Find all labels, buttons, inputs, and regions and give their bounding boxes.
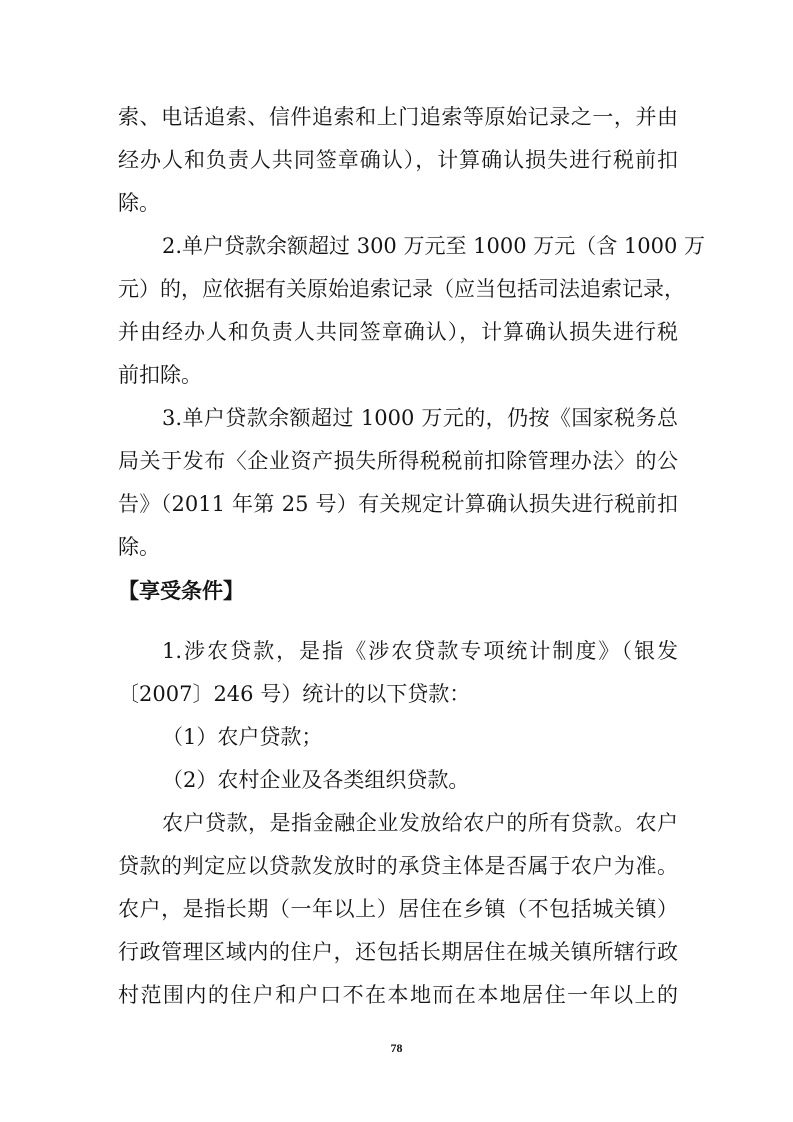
paragraph-2-line-2: 元）的，应依据有关原始追索记录（应当包括司法追索记录， (118, 277, 685, 301)
condition-item-1: （1）农户贷款； (162, 725, 323, 749)
condition-1-line-1: 1.涉农贷款，是指《涉农贷款专项统计制度》（银发 (162, 639, 678, 663)
definition-line-1: 农户贷款，是指金融企业发放给农户的所有贷款。农户 (162, 811, 678, 835)
paragraph-3-line-1: 3.单户贷款余额超过 1000 万元的，仍按《国家税务总 (162, 406, 678, 430)
paragraph-3-line-2: 局关于发布〈企业资产损失所得税税前扣除管理办法〉的公 (118, 449, 678, 473)
definition-line-3: 农户，是指长期（一年以上）居住在乡镇（不包括城关镇） (118, 897, 678, 921)
paragraph-3-line-4: 除。 (118, 535, 160, 559)
page-number: 78 (390, 1041, 403, 1055)
section-heading: 【享受条件】 (118, 579, 244, 603)
definition-line-4: 行政管理区域内的住户，还包括长期居住在城关镇所辖行政 (118, 940, 678, 964)
paragraph-1-line-3: 除。 (118, 191, 160, 215)
paragraph-2-line-1: 2.单户贷款余额超过 300 万元至 1000 万元（含 1000 万 (162, 234, 706, 258)
condition-item-2: （2）农村企业及各类组织贷款。 (162, 768, 470, 792)
paragraph-2-line-3: 并由经办人和负责人共同签章确认），计算确认损失进行税 (118, 320, 678, 344)
definition-line-5: 村范围内的住户和户口不在本地而在本地居住一年以上的 (118, 983, 678, 1007)
paragraph-1-line-2: 经办人和负责人共同签章确认），计算确认损失进行税前扣 (118, 148, 678, 172)
definition-line-2: 贷款的判定应以贷款发放时的承贷主体是否属于农户为准。 (118, 854, 678, 878)
paragraph-3-line-3: 告》（2011 年第 25 号）有关规定计算确认损失进行税前扣 (118, 492, 678, 516)
paragraph-2-line-4: 前扣除。 (118, 363, 202, 387)
paragraph-1-line-1: 索、电话追索、信件追索和上门追索等原始记录之一，并由 (118, 105, 678, 129)
condition-1-line-2: 〔2007〕246 号）统计的以下贷款： (118, 682, 471, 706)
